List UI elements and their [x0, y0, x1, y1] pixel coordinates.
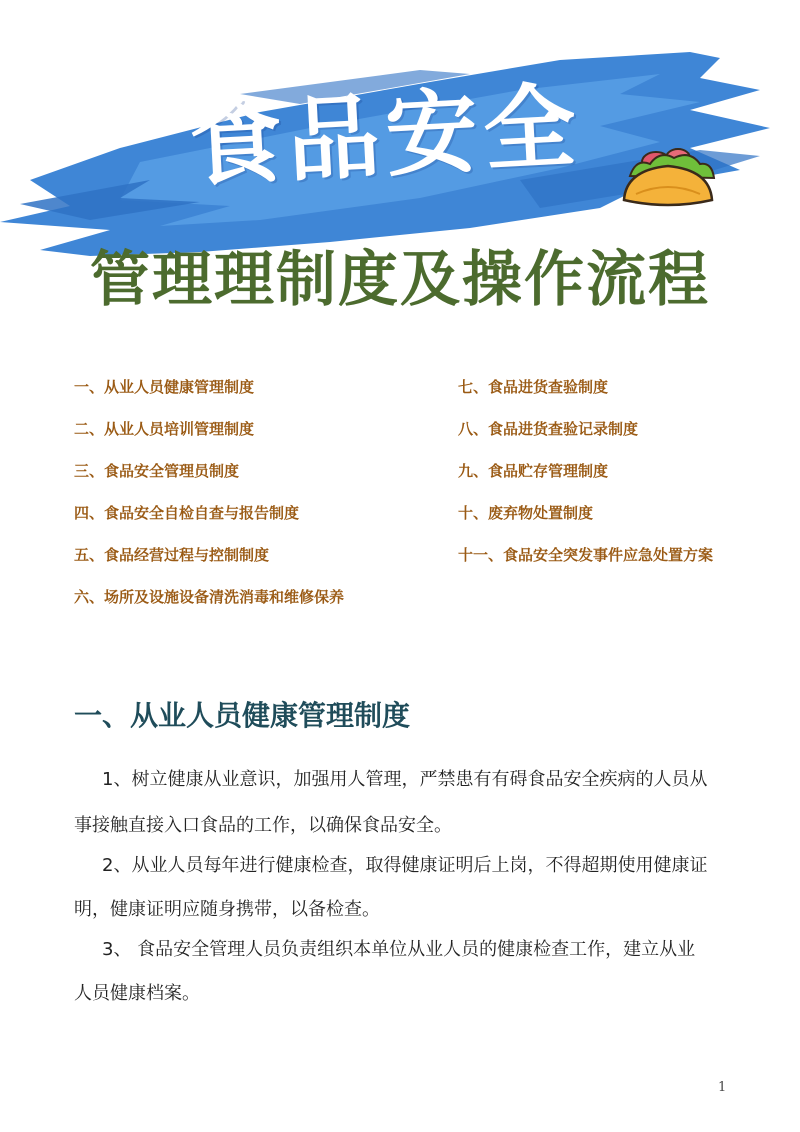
page-number: 1: [718, 1080, 727, 1095]
toc-item: 四、食品安全自检自查与报告制度: [74, 504, 300, 522]
toc-item: 八、食品进货查验记录制度: [458, 420, 639, 438]
paragraph-line: 3、 食品安全管理人员负责组织本单位从业人员的健康检查工作，建立从业: [102, 939, 696, 960]
page-subtitle: 管理理制度及操作流程: [90, 245, 710, 315]
toc-item: 六、场所及设施设备清洗消毒和维修保养: [74, 588, 345, 606]
toc-item: 十一、食品安全突发事件应急处置方案: [458, 546, 714, 564]
paragraph-line: 事接触直接入口食品的工作，以确保食品安全。: [74, 815, 452, 836]
toc-item: 十、废弃物处置制度: [458, 504, 594, 522]
paragraph-line: 2、从业人员每年进行健康检查，取得健康证明后上岗，不得超期使用健康证: [102, 855, 708, 876]
banner-title: 食品安全: [187, 72, 585, 200]
taco-icon: [616, 140, 720, 210]
toc-item: 三、食品安全管理员制度: [74, 462, 240, 480]
paragraph-line: 人员健康档案。: [74, 983, 200, 1004]
section-heading: 一、从业人员健康管理制度: [74, 699, 411, 732]
toc-item: 五、食品经营过程与控制制度: [74, 546, 270, 564]
paragraph-line: 明，健康证明应随身携带，以备检查。: [74, 899, 380, 920]
toc-item: 七、食品进货查验制度: [458, 378, 609, 396]
paragraph-line: 1、树立健康从业意识，加强用人管理，严禁患有有碍食品安全疾病的人员从: [102, 769, 708, 790]
toc-item: 二、从业人员培训管理制度: [74, 420, 255, 438]
toc-item: 九、食品贮存管理制度: [458, 462, 609, 480]
toc-item: 一、从业人员健康管理制度: [74, 378, 255, 396]
